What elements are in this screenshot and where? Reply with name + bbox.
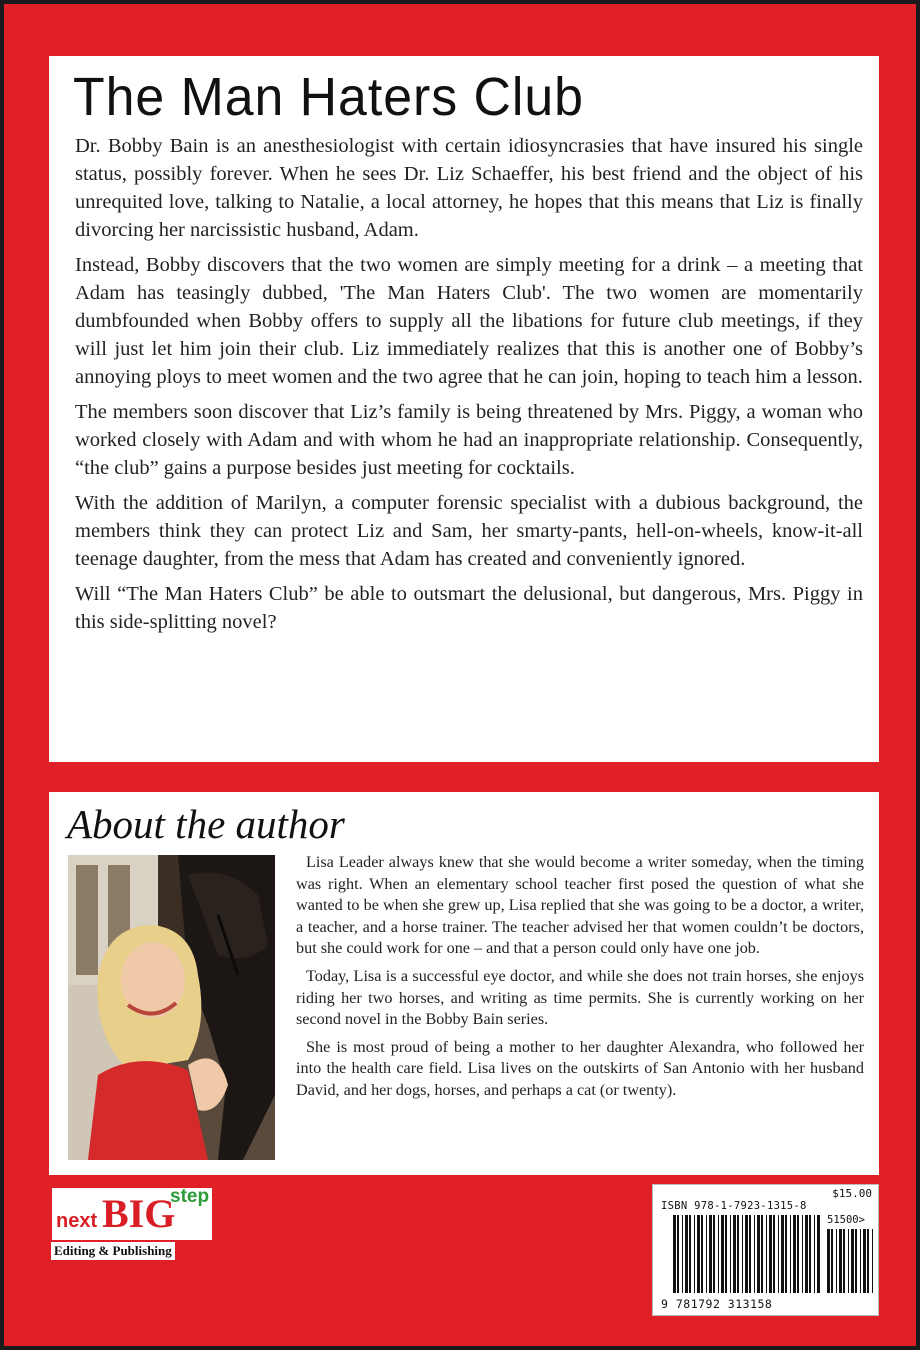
barcode-ean-digits: 9 781792 313158 <box>661 1297 773 1311</box>
barcode-bar <box>809 1215 811 1293</box>
barcode-bar <box>785 1215 787 1293</box>
barcode-bar <box>742 1215 743 1293</box>
barcode-bar <box>677 1215 679 1293</box>
barcode-bar <box>817 1215 820 1293</box>
author-photo <box>68 855 275 1160</box>
barcode-bar <box>749 1215 751 1293</box>
barcode-bar <box>697 1215 700 1293</box>
barcode-bar <box>831 1229 833 1293</box>
barcode-bar <box>766 1215 767 1293</box>
barcode-isbn: ISBN 978-1-7923-1315-8 <box>661 1200 807 1212</box>
barcode-bar <box>701 1215 703 1293</box>
barcode-bar <box>872 1229 873 1293</box>
publisher-tagline: Editing & Publishing <box>51 1242 175 1260</box>
synopsis-paragraph: Instead, Bobby discovers that the two women are simply meeting for a drink – a meeting that Adam has teasingly dubbed, 'The Man Haters Club'. The two women are momentarily dumbfounded when Bobby offers to supply all the libations for future club meetings, if they will just let him join their club. Liz immediately realizes that this is another one of Bobby’s annoying ploys to meet women and the two agree that he can join, hoping to teach him a lesson. <box>75 254 863 388</box>
barcode-bar <box>754 1215 755 1293</box>
barcode-bar <box>685 1215 688 1293</box>
barcode-bar <box>757 1215 760 1293</box>
barcode-bar <box>836 1229 837 1293</box>
barcode-bar <box>730 1215 731 1293</box>
author-bio-paragraph: Lisa Leader always knew that she would become a writer someday, when the timing was right. When an elementary school teacher first posed the question of what she wanted to be when she grew up, Lisa replied that she was going to be a doctor, a writer, a teacher, and a horse trainer. The teacher advised her that women couldn’t be doctors, but she could work for one – and that a person could only have one job. <box>296 853 864 958</box>
publisher-logo <box>48 1188 213 1260</box>
barcode-bar <box>843 1229 845 1293</box>
publisher-logo-wordmark <box>52 1188 212 1240</box>
logo-big-text: BIG <box>102 1191 176 1236</box>
barcode-bar <box>860 1229 861 1293</box>
barcode-bar <box>802 1215 803 1293</box>
isbn-barcode <box>652 1184 879 1316</box>
barcode-bar <box>867 1229 869 1293</box>
author-heading: About the author <box>67 801 345 847</box>
barcode-bar <box>855 1229 857 1293</box>
book-title: The Man Haters Club <box>73 67 584 127</box>
synopsis-paragraph: Dr. Bobby Bain is an anesthesiologist with certain idiosyncrasies that have insured his single status, possibly forever. When he sees Dr. Liz Schaeffer, his best friend and the object of his unrequited love, talking to Natalie, a local attorney, he hopes that this means that Liz is finally divorcing her narcissistic husband, Adam. <box>75 135 863 241</box>
barcode-bar <box>778 1215 779 1293</box>
barcode-bar <box>718 1215 719 1293</box>
barcode-bar <box>805 1215 808 1293</box>
barcode-bar <box>761 1215 763 1293</box>
barcode-bar <box>689 1215 691 1293</box>
barcode-price: $15.00 <box>832 1187 872 1200</box>
author-bio-paragraph: Today, Lisa is a successful eye doctor, and while she does not train horses, she enjoys riding her two horses, and writing as time permits. She is currently working on her second novel in the Bobby Bain series. <box>296 966 864 1029</box>
barcode-bar <box>709 1215 712 1293</box>
barcode-bar <box>673 1215 676 1293</box>
barcode-bar <box>839 1229 842 1293</box>
addon-barcode-bars <box>827 1229 877 1293</box>
barcode-price-code: 51500> <box>827 1214 865 1226</box>
barcode-bar <box>814 1215 815 1293</box>
author-bio-paragraph: She is most proud of being a mother to her daughter Alexandra, who followed her into the health care field. Lisa lives on the outskirts of San Antonio with her husband David, and her dogs, horses, and perhaps a cat (or twenty). <box>296 1037 864 1099</box>
barcode-bar <box>851 1229 854 1293</box>
barcode-bar <box>737 1215 739 1293</box>
barcode-bar <box>848 1229 849 1293</box>
synopsis-body <box>75 132 863 643</box>
author-photo-illustration <box>68 855 275 1160</box>
barcode-bar <box>827 1229 830 1293</box>
barcode-bar <box>781 1215 784 1293</box>
barcode-bar <box>694 1215 695 1293</box>
barcode-bar <box>713 1215 715 1293</box>
synopsis-paragraph: With the addition of Marilyn, a computer forensic specialist with a dubious background, the members think they can protect Liz and Sam, her smarty-pants, hell-on-wheels, know-it-all teenage daughter, from the mess that Adam has created and conveniently ignored. <box>75 492 863 570</box>
barcode-bar <box>773 1215 775 1293</box>
barcode-bar <box>797 1215 799 1293</box>
barcode-bar <box>863 1229 866 1293</box>
logo-step-text: step <box>170 1186 210 1207</box>
barcode-bar <box>706 1215 707 1293</box>
barcode-bar <box>682 1215 683 1293</box>
author-bio <box>296 852 864 1108</box>
barcode-bar <box>793 1215 796 1293</box>
barcode-bar <box>733 1215 736 1293</box>
author-panel <box>49 792 879 1175</box>
synopsis-paragraph: Will “The Man Haters Club” be able to outsmart the delusional, but dangerous, Mrs. Piggy in this side-splitting novel? <box>75 583 863 633</box>
barcode-bar <box>769 1215 772 1293</box>
barcode-bar <box>745 1215 748 1293</box>
synopsis-panel <box>49 56 879 762</box>
barcode-bar <box>721 1215 724 1293</box>
logo-next-text: next <box>56 1210 98 1232</box>
synopsis-paragraph: The members soon discover that Liz’s family is being threatened by Mrs. Piggy, a woman who worked closely with Adam and with whom he had an inappropriate relationship. Consequently, “the club” gains a purpose besides just meeting for cocktails. <box>75 401 863 479</box>
barcode-bar <box>725 1215 727 1293</box>
barcode-bar <box>790 1215 791 1293</box>
ean-barcode-bars <box>673 1215 823 1293</box>
